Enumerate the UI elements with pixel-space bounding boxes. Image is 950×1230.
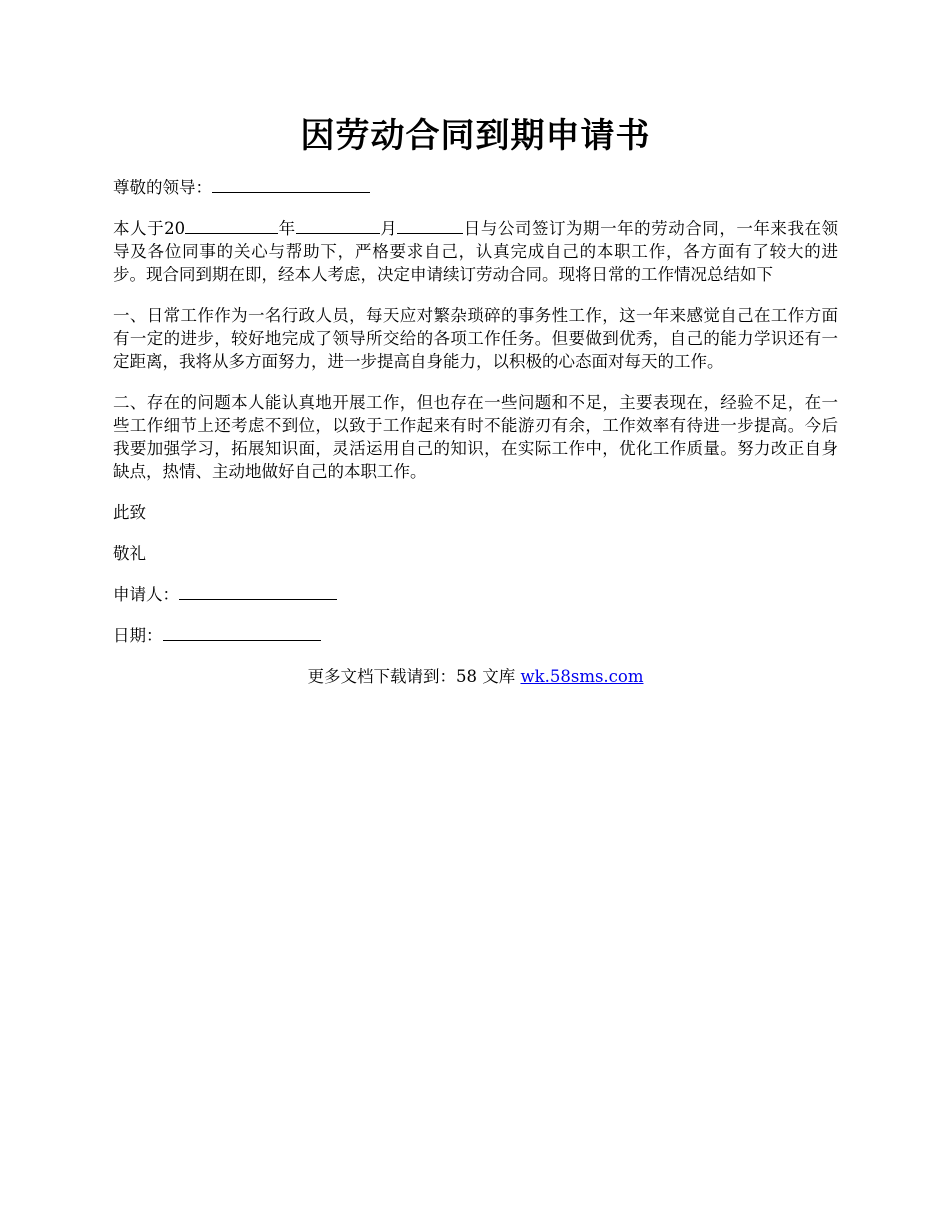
salutation-line (113, 176, 838, 199)
footer-text: 更多文档下载请到：58 文库 (307, 667, 521, 686)
salutation-blank (212, 176, 370, 193)
intro-rest: 日与公司签订为期一年的劳动合同，一年来我在领导及各位同事的关心与帮助下，严格要求自己，认真完成自己的本职工作，各方面有了较大的进步。现合同到期在即，经本人考虑，决定申请续订劳动合同。现将日常的工作情况总结如下 (113, 219, 839, 284)
year-label: 年 (278, 219, 296, 238)
section-daily-work: 一、日常工作作为一名行政人员，每天应对繁杂琐碎的事务性工作，这一年来感觉自己在工作方面有一定的进步，较好地完成了领导所交给的各项工作任务。但要做到优秀，自己的能力学识还有一定距离，我将从多方面努力，进一步提高自身能力，以积极的心态面对每天的工作。 (113, 306, 838, 371)
intro-paragraph (113, 217, 838, 286)
applicant-blank (179, 583, 337, 600)
date-blank (163, 624, 321, 641)
document-title: 因劳动合同到期申请书 (300, 116, 651, 156)
footer (113, 665, 838, 688)
closing-jingli: 敬礼 (113, 544, 146, 563)
applicant-label: 申请人： (113, 585, 179, 604)
date-label: 日期： (113, 626, 163, 645)
salutation-label: 尊敬的领导： (113, 178, 212, 197)
applicant-line (113, 583, 838, 606)
intro-prefix: 本人于20 (113, 219, 186, 238)
date-line (113, 624, 838, 647)
month-blank (296, 217, 380, 234)
year-blank (185, 217, 278, 234)
closing-cizhi: 此致 (113, 503, 146, 522)
day-blank (397, 217, 463, 234)
footer-link[interactable]: wk.58sms.com (520, 667, 644, 686)
section-problems: 二、存在的问题本人能认真地开展工作，但也存在一些问题和不足，主要表现在，经验不足，在一些工作细节上还考虑不到位，以致于工作起来有时不能游刃有余，工作效率有待进一步提高。今后我要加强学习，拓展知识面，灵活运用自己的知识，在实际工作中，优化工作质量。努力改正自身缺点，热情、主动地做好自己的本职工作。 (113, 393, 838, 481)
month-label: 月 (379, 219, 398, 238)
document-page (113, 110, 838, 688)
